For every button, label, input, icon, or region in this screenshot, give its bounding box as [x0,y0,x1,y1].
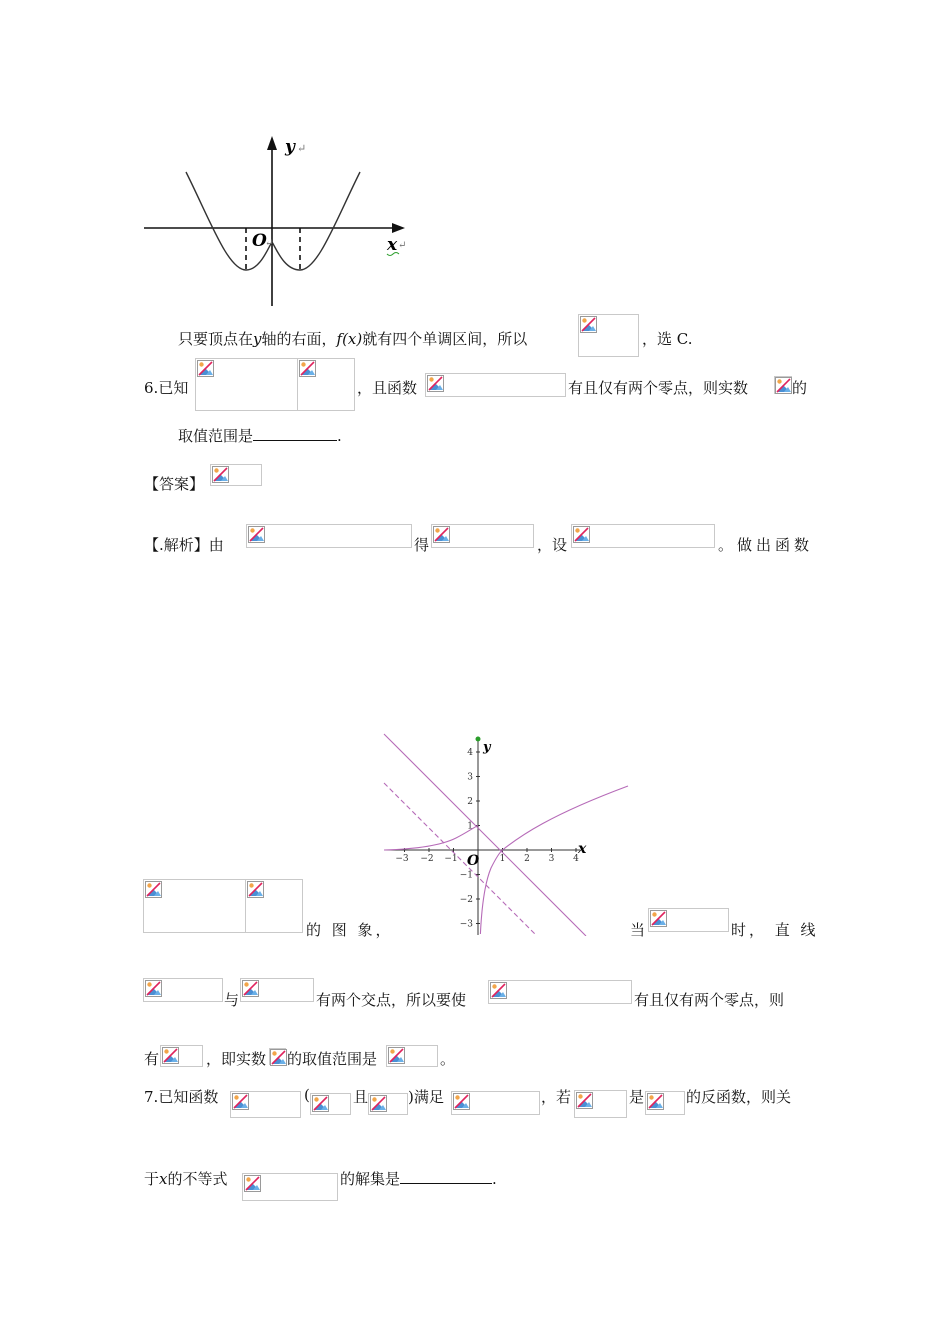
formula-image [571,524,715,548]
x-tick-label: 3 [548,854,555,864]
row3-text: 有 [144,1050,160,1068]
formula-image [451,1091,540,1115]
q7-text: 是 [629,1088,645,1106]
graph2-y-label: y [483,740,491,755]
broken-image-icon [490,982,507,999]
broken-image-icon [242,980,259,997]
q7-text: ( [304,1086,310,1104]
x-tick-label: −2 [420,854,434,864]
formula-image [310,1093,351,1115]
y-tick-label: −2 [459,895,473,905]
broken-image-icon [433,526,450,543]
formula-image [143,879,246,933]
y-tick-label: −3 [459,919,473,930]
answer-image [210,464,262,486]
row2-text: 有且仅有两个零点，则 [634,991,785,1009]
broken-image-icon [576,1092,593,1109]
row-fig-text: 时， 直 线 [731,921,819,939]
q7-text: 的反函数，则关 [686,1088,792,1106]
broken-image-icon [650,910,667,927]
formula-image [240,978,314,1002]
formula-image [246,524,412,548]
broken-image-icon [270,1049,287,1066]
q7-number: 7.已知函数 [144,1088,219,1106]
graph1-x-label: x [387,235,398,255]
formula-image [774,376,792,394]
broken-image-icon [247,881,264,898]
y-tick-label: 1 [467,821,473,832]
x-tick-label: 1 [499,854,506,864]
x-tick-label: −1 [444,854,458,864]
svg-text:↵: ↵ [297,142,307,155]
graph1-y-label: y [285,137,295,157]
row2-text: 与 [224,991,240,1009]
svg-text:↵: ↵ [398,240,407,251]
graph2-x-label: x [578,841,587,857]
row3-text: ，即实数 [206,1050,267,1068]
x-tick-label: 2 [524,854,530,864]
broken-image-icon [244,1175,261,1192]
q6-line2: 取值范围是 . [178,427,342,445]
para-vertex-end: ，选 C. [642,330,693,348]
formula-image [245,879,303,933]
answer-label: 【答案】 [144,475,205,493]
analysis-line: 【.解析】由 [144,536,224,554]
x-tick-label: 4 [573,854,579,864]
q7-line2: 于x的不等式 [144,1170,228,1188]
formula-image [160,1045,203,1067]
log-line-graph [380,730,635,936]
broken-image-icon [145,980,162,997]
y-tick-label: 3 [467,772,473,783]
x-tick-label: −3 [395,854,409,864]
formula-image [574,1090,627,1118]
broken-image-icon [145,881,162,898]
broken-image-icon [388,1047,405,1064]
formula-image [425,373,566,397]
formula-image [431,524,534,548]
q6-text: 有且仅有两个零点，则实数 [568,379,749,397]
formula-image [195,358,298,411]
formula-image [269,1048,286,1065]
formula-image [645,1091,685,1115]
formula-image [143,978,223,1002]
row2-text: 有两个交点，所以要使 [316,991,467,1009]
svg-text:↵: ↵ [265,238,274,249]
broken-image-icon [453,1093,470,1110]
broken-image-icon [197,360,214,377]
broken-image-icon [232,1093,249,1110]
formula-image [242,1173,338,1201]
formula-image [297,358,355,411]
broken-image-icon [573,526,590,543]
analysis-text: ，设 [537,536,568,554]
broken-image-icon [248,526,265,543]
q7-text: ，若 [541,1088,572,1106]
row3-text: 的取值范围是 [287,1050,378,1068]
analysis-text: 。做出函数 [718,536,814,554]
formula-image [648,908,729,932]
graph1-origin-label: O [252,231,267,251]
q7-text: )满足 [408,1088,444,1106]
formula-image [230,1091,301,1118]
broken-image-icon [162,1047,179,1064]
q7-text: 且 [353,1088,369,1106]
broken-image-icon [647,1093,664,1110]
para-vertex: 只要顶点在y轴的右面，f(x)就有四个单调区间，所以 [178,330,528,348]
q6-number: 6.已知 [144,379,189,397]
broken-image-icon [299,360,316,377]
broken-image-icon [427,375,444,392]
q7-line2-end: 的解集是 . [340,1170,497,1188]
formula-image [488,980,632,1004]
q6-text: ，且函数 [357,379,418,397]
formula-image [578,314,639,357]
broken-image-icon [312,1095,329,1112]
broken-image-icon [212,466,229,483]
y-tick-label: −1 [459,870,473,881]
row3-text: 。 [440,1050,456,1068]
broken-image-icon [580,316,597,333]
y-tick-label: 2 [467,797,473,807]
row-fig-text: 的 图 象， [306,921,394,939]
formula-image [368,1093,408,1115]
formula-image [386,1045,438,1067]
analysis-text: 得 [414,536,430,554]
row-fig-text: 当 [630,921,646,939]
parabola-graph [140,130,415,310]
broken-image-icon [775,377,792,394]
q6-text: 的 [792,379,808,397]
broken-image-icon [370,1095,387,1112]
graph2-origin-label: O [467,853,480,869]
y-tick-label: 4 [467,748,473,758]
